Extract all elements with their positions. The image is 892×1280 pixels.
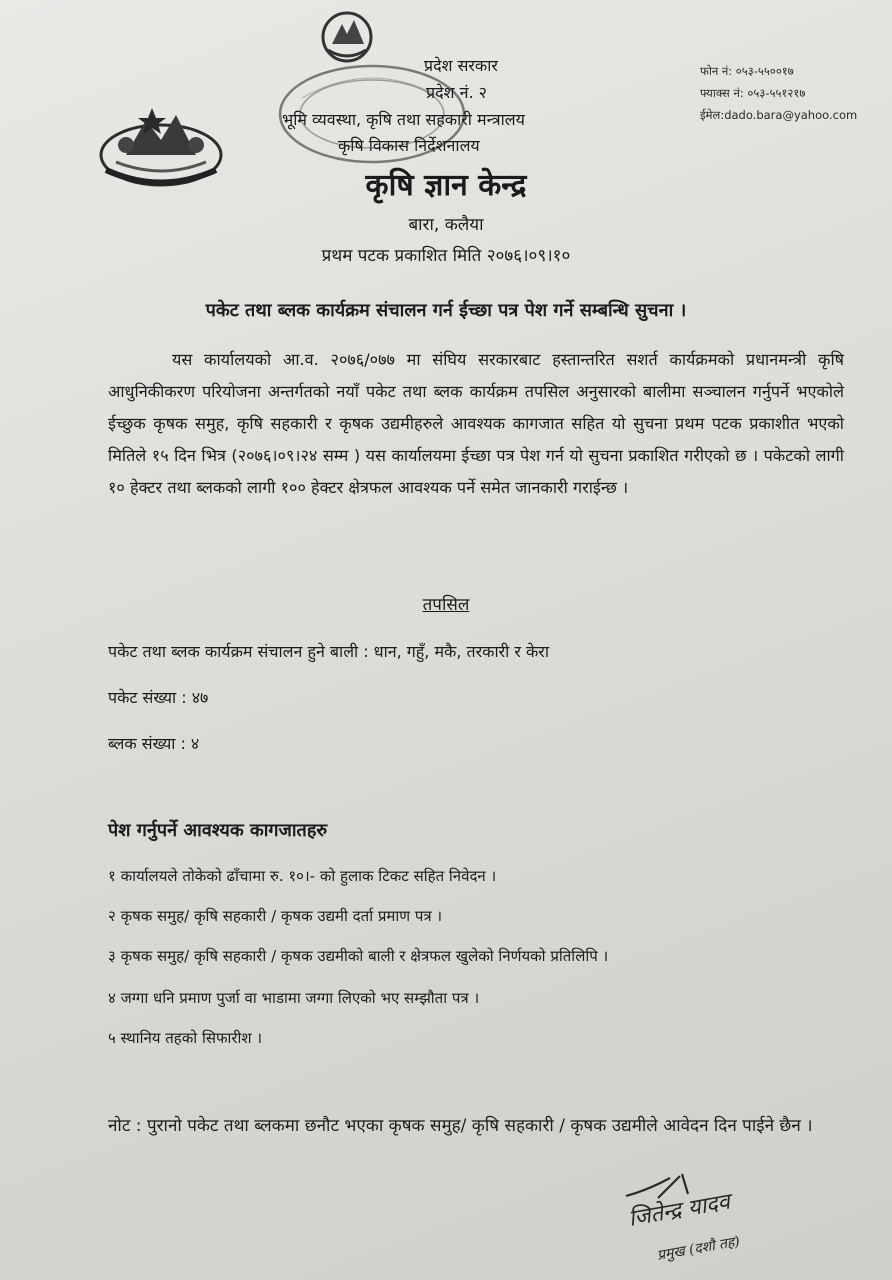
first-published-date: प्रथम पटक प्रकाशित मिति २०७६।०९।१० — [321, 246, 571, 266]
notice-body: यस कार्यालयको आ.व. २०७६/०७७ मा संघिय सरकारबाट हस्तान्तरित सशर्त कार्यक्रमको प्रधानमन्त्री कृषि आधुनिकीकरण परियोजना अन्तर्गतको नयाँ पकेट तथा ब्लक कार्यक्रम तपसिल अनुसारको बालीमा सञ्चालन गर्नुपर्ने भएकोले ईच्छुक कृषक समुह, कृषि सहकारी र कृषक उद्यमीहरुले आवश्यक कागजात सहित यो सुचना प्रथम पटक प्रकाशीत भएको मितिले १५ दिन भित्र (२०७६।०९।२४ सम्म ) यस कार्यालयमा ईच्छा पत्र पेश गर्न यो सुचना प्रकाशित गरीएको छ । पकेटको लागी १० हेक्टर तथा ब्लकको लागी १०० हेक्टर क्षेत्रफल आवश्यक पर्ने समेत जानकारी गराईन्छ । — [108, 350, 844, 497]
pocket-count: पकेट संख्या : ४७ — [108, 688, 209, 707]
notice-title: पकेट तथा ब्लक कार्यक्रम संचालन गर्न ईच्छा पत्र पेश गर्ने सम्बन्धि सुचना । — [205, 300, 687, 321]
province-number: प्रदेश नं. २ — [426, 83, 487, 102]
block-count: ब्लक संख्या : ४ — [108, 734, 200, 753]
note: नोट : पुरानो पकेट तथा ब्लकमा छनौट भएका कृषक समुह/ कृषि सहकारी / कृषक उद्यमीले आवेदन दिन पाईने छैन । — [108, 1116, 813, 1136]
document-item: ४ जग्गा धनि प्रमाण पुर्जा वा भाडामा जग्गा लिएको भए सम्झौता पत्र । — [108, 989, 480, 1007]
document-item: २ कृषक समुह/ कृषि सहकारी / कृषक उद्यमी दर्ता प्रमाण पत्र । — [108, 907, 443, 925]
contact-email: ईमेल:dado.bara@yahoo.com — [700, 108, 858, 122]
document-item: १ कार्यालयले तोकेको ढाँचामा रु. १०।- को हुलाक टिकट सहित निवेदन । — [108, 867, 497, 885]
contact-fax: फ्याक्स नं: ०५३-५५१२१७ — [700, 86, 806, 100]
schedule-heading: तपसिल — [422, 595, 470, 615]
government-name: प्रदेश सरकार — [424, 56, 498, 75]
signature-name: जितेन्द्र यादव — [626, 1189, 732, 1232]
signature-designation: प्रमुख (दशौ तह) — [655, 1233, 742, 1264]
crops-line: पकेट तथा ब्लक कार्यक्रम संचालन हुने बाली : धान, गहुँ, मकै, तरकारी र केरा — [108, 642, 549, 661]
directorate-name: कृषि विकास निर्देशनालय — [338, 136, 480, 155]
handwritten-signature-icon — [618, 1168, 818, 1268]
contact-phone: फोन नं: ०५३-५५००१७ — [700, 64, 794, 78]
ministry-name: भूमि व्यवस्था, कृषि तथा सहकारी मन्त्रालय — [282, 110, 525, 129]
document-item: ३ कृषक समुह/ कृषि सहकारी / कृषक उद्यमीको बाली र क्षेत्रफल खुलेको निर्णयको प्रतिलिपि । — [108, 947, 609, 965]
office-location: बारा, कलैया — [408, 215, 484, 235]
documents-heading: पेश गर्नुपर्ने आवश्यक कागजातहरु — [108, 820, 328, 841]
office-title: कृषि ज्ञान केन्द्र — [365, 168, 527, 203]
document-item: ५ स्थानिय तहको सिफारीश । — [108, 1029, 263, 1047]
